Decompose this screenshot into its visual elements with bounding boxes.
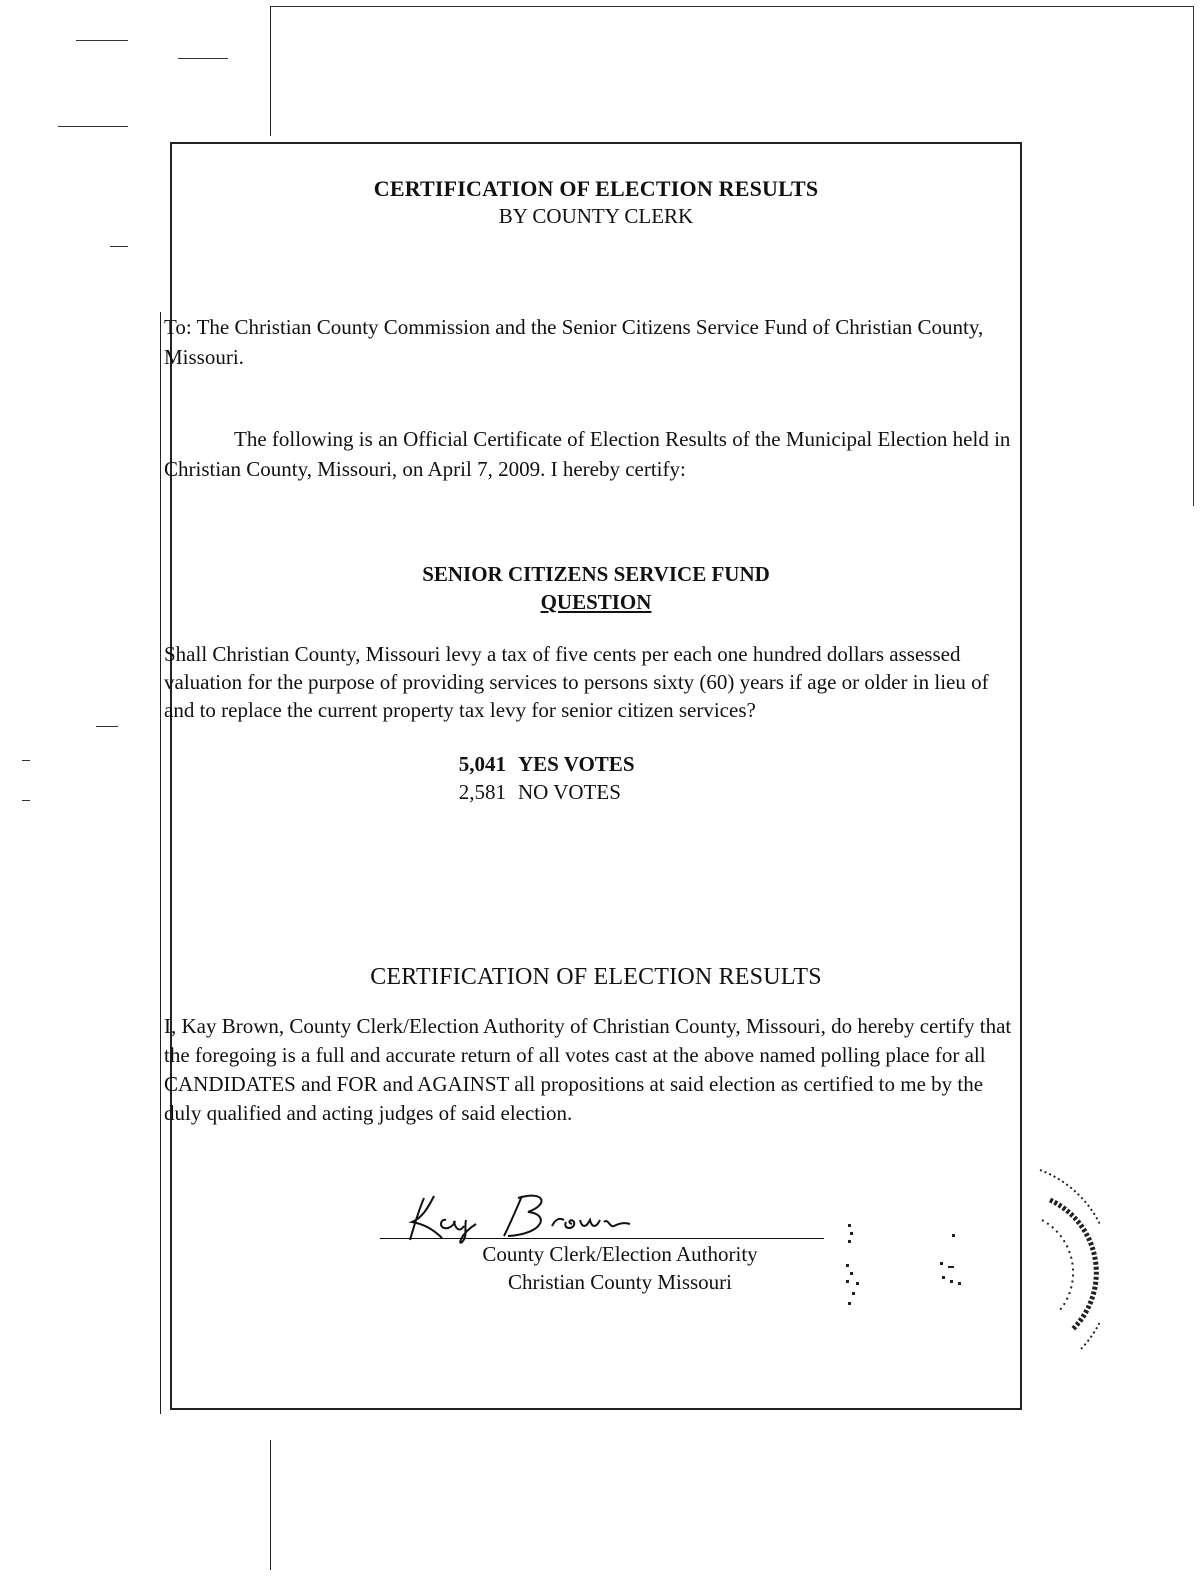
scan-edge-top xyxy=(270,6,1194,7)
certificate-inner-rule xyxy=(160,312,161,1414)
document-title: CERTIFICATION OF ELECTION RESULTS xyxy=(373,176,819,201)
fund-question-label: QUESTION xyxy=(540,590,652,614)
yes-votes-count: 5,041 xyxy=(458,752,506,776)
no-votes-row xyxy=(420,780,621,805)
scan-mark xyxy=(96,726,118,727)
intro-paragraph: The following is an Official Certificate of Election Results of the Municipal Election held in Christian County, Missouri, on April 7, 2009. I hereby certify: xyxy=(164,427,1011,481)
addressee-paragraph: To: The Christian County Commission and the Senior Citizens Service Fund of Christian County, Missouri. xyxy=(164,315,984,369)
certification-statement: I, Kay Brown, County Clerk/Election Authority of Christian County, Missouri, do hereby certify that the foregoing is a full and accurate return of all votes cast at the above named polling place for all CANDIDATES and FOR and AGAINST all propositions at said election as certified to me by the duly qualified and acting judges of said election. xyxy=(164,1014,1012,1125)
scan-fold-line-bottom xyxy=(270,1440,271,1570)
scan-mark xyxy=(22,800,30,801)
certification-heading: CERTIFICATION OF ELECTION RESULTS xyxy=(370,964,822,990)
scan-mark xyxy=(178,58,228,59)
no-votes-count: 2,581 xyxy=(458,780,506,804)
county-seal-icon xyxy=(1010,1160,1100,1370)
yes-votes-row xyxy=(420,752,635,777)
stamp-residue-icon xyxy=(930,1232,966,1302)
document-subtitle: BY COUNTY CLERK xyxy=(498,204,694,228)
scan-mark xyxy=(58,126,128,127)
scan-mark xyxy=(110,246,128,247)
signature-line xyxy=(380,1238,824,1239)
scan-fold-line-top xyxy=(270,6,271,136)
scan-edge-right xyxy=(1193,6,1194,506)
yes-votes-label: YES VOTES xyxy=(518,752,635,776)
signatory-title-line1: County Clerk/Election Authority xyxy=(482,1242,758,1266)
no-votes-label: NO VOTES xyxy=(518,780,621,804)
scan-mark xyxy=(76,40,128,41)
scan-mark xyxy=(22,760,30,761)
signatory-title-line2: Christian County Missouri xyxy=(507,1270,733,1294)
stamp-residue-icon xyxy=(838,1220,868,1320)
fund-heading: SENIOR CITIZENS SERVICE FUND xyxy=(422,562,770,586)
signatory-title xyxy=(440,1240,800,1296)
ballot-question-text: Shall Christian County, Missouri levy a tax of five cents per each one hundred dollars assessed valuation for the purpose of providing services to persons sixty (60) years if age or older in lieu of and to replace the current property tax levy for senior citizen services? xyxy=(164,642,989,722)
